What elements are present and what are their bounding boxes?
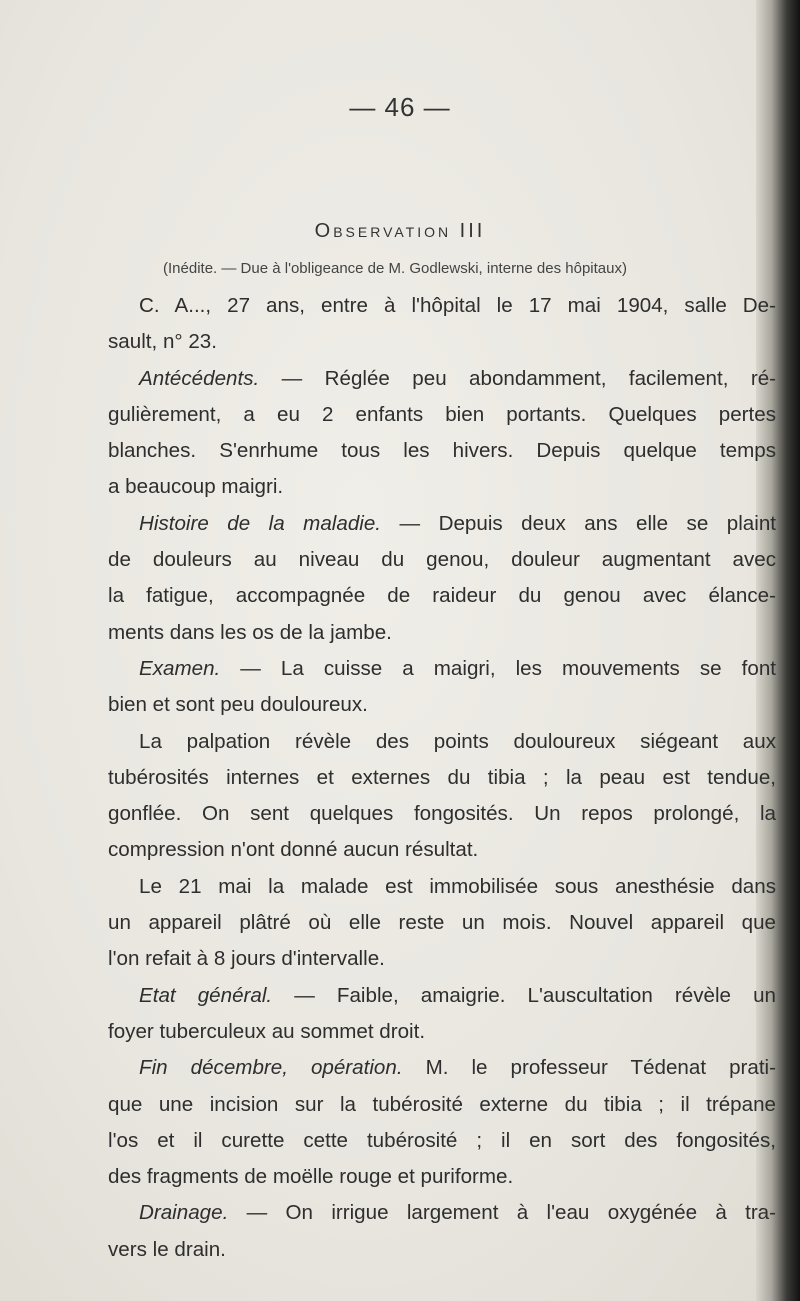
text-line: tubérosités internes et externes du tibia ; la peau est tendue, [108,765,776,789]
text-line [108,506,776,542]
text-line: a beaucoup maigri. [108,475,284,499]
section-heading: Etat général. [139,983,273,1007]
text-line: vers le drain. [108,1237,226,1261]
text-line: ments dans les os de la jambe. [108,620,392,644]
text-line: un appareil plâtré où elle reste un mois. Nouvel appareil que [108,911,776,935]
text-line: l'os et il curette cette tubérosité ; il en sort des fongosités, [108,1128,776,1152]
paragraph [108,869,776,978]
section-heading: Drainage. [139,1201,229,1225]
paragraph [108,1195,776,1268]
text-line: que une incision sur la tubérosité externe du tibia ; il trépane [108,1092,776,1116]
paragraph [108,288,776,361]
text-line: Le 21 mai la malade est immobilisée sous anesthésie dans [139,874,776,898]
observation-subtitle: (Inédite. — Due à l'obligeance de M. Godlewski, interne des hôpitaux) [163,260,627,277]
section-heading: Examen. [139,656,221,680]
text-line: des fragments de moëlle rouge et puriforme. [108,1165,514,1189]
text-line [108,361,776,397]
text-line: C. A..., 27 ans, entre à l'hôpital le 17 mai 1904, salle De- [139,294,776,317]
section-heading: Histoire de la maladie. [139,511,382,535]
text-line: bien et sont peu douloureux. [108,693,368,717]
text-line [108,651,776,687]
text-line: gulièrement, a eu 2 enfants bien portants. Quelques pertes [108,402,776,426]
text-run: — Depuis deux ans elle se plaint [381,511,776,535]
section-heading: Antécédents. [139,366,260,390]
text-run: — Faible, amaigrie. L'auscultation révèle un [272,983,776,1007]
text-run: — Réglée peu abondamment, facilement, ré- [259,366,776,390]
text-line [108,978,776,1014]
paragraph [108,361,776,506]
paragraph [108,506,776,651]
section-heading: Fin décembre, opération. [139,1056,403,1080]
text-line: gonflée. On sent quelques fongosités. Un repos prolongé, la [108,802,776,826]
text-run: — La cuisse a maigri, les mouvements se font [220,656,776,680]
text-line: de douleurs au niveau du genou, douleur augmentant avec [108,548,776,572]
text-line: la fatigue, accompagnée de raideur du genou avec élance- [108,584,776,608]
text-run: — On irrigue largement à l'eau oxygénée à tra- [228,1201,776,1225]
text-line: blanches. S'enrhume tous les hivers. Depuis quelque temps [108,439,776,463]
paragraph [108,724,776,869]
observation-title: Observation III [314,220,486,242]
text-run: M. le professeur Tédenat prati- [402,1056,776,1080]
text-line: sault, n° 23. [108,330,217,354]
text-line: compression n'ont donné aucun résultat. [108,838,479,862]
observation-body [108,288,776,1268]
text-line: l'on refait à 8 jours d'intervalle. [108,947,385,971]
paragraph [108,651,776,724]
paragraph [108,1050,776,1195]
text-line: La palpation révèle des points douloureux siégeant aux [139,729,776,753]
text-line: foyer tuberculeux au sommet droit. [108,1019,426,1043]
text-line [108,1050,776,1086]
text-line [108,1195,776,1231]
page-number: — 46 — [349,92,451,122]
paragraph [108,978,776,1051]
